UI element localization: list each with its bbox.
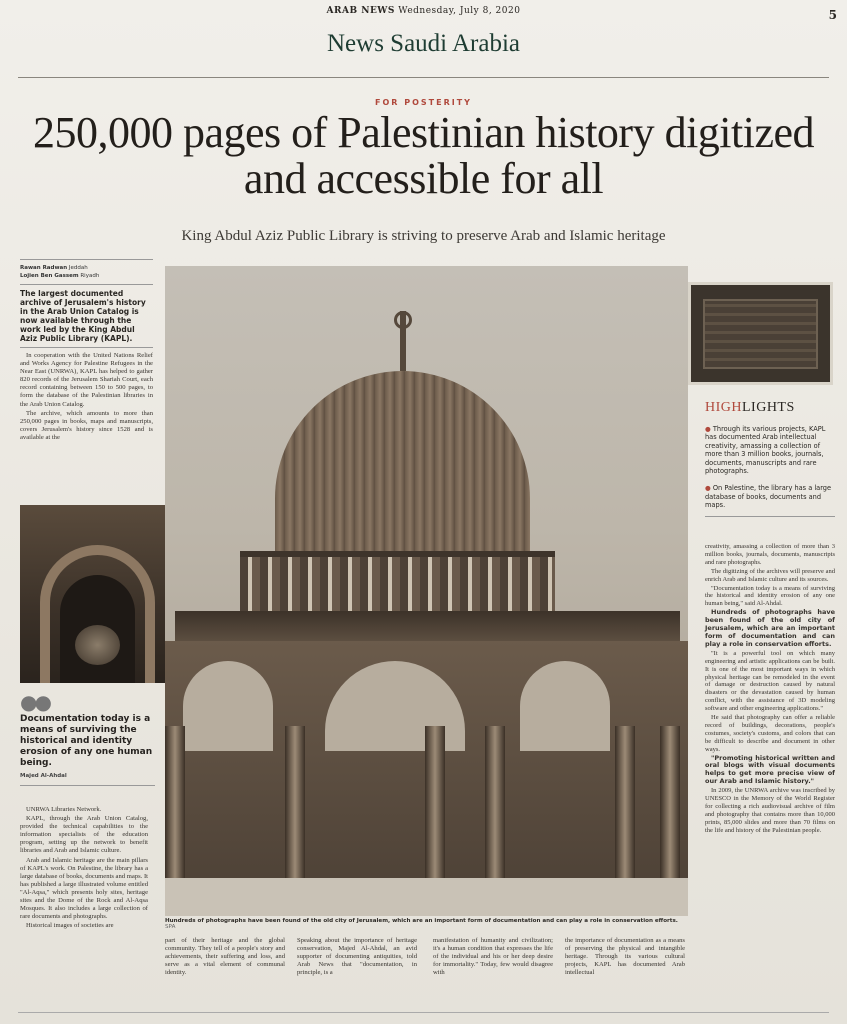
section-title: News Saudi Arabia — [326, 30, 521, 57]
kicker: FOR POSTERITY — [375, 98, 472, 107]
highlight-item — [705, 425, 835, 475]
quote-icon: ●● — [20, 690, 49, 714]
paragraph: The archive, which amounts to more than 250,000 pages in books, maps and manuscripts, covers Jerusalem's history since 1528 and is available at the — [20, 409, 153, 441]
body-text — [20, 352, 153, 442]
inscription-photo — [688, 282, 833, 385]
pillar — [615, 726, 635, 896]
pillar — [660, 726, 680, 896]
paragraph: KAPL, through the Arab Union Catalog, provided the technical capabilities to the information specialists of the education program, setting up the network to benefit libraries and Arab and Islamic culture. — [20, 815, 148, 855]
pillar — [425, 726, 445, 896]
highlight-item — [705, 484, 835, 509]
issue-date: Wednesday, July 8, 2020 — [398, 6, 521, 16]
pull-quote-text: Documentation today is a means of surviving the historical and identity erosion of any one human being. — [20, 714, 153, 768]
pillar — [485, 726, 505, 896]
paragraph: Hundreds of photographs have been found of the old city of Jerusalem, which are an important form of documentation and can play a role in conservation efforts. — [705, 608, 835, 648]
paragraph: Arab and Islamic heritage are the main pillars of KAPL's work. On Palestine, the library has a large database of books, documents and maps. It has published a large illustrated volume entitled "Al-Aqsa," which presents holy sites, heritage sites and the Dome of the Rock and Al-Aqsa Mosques. It also includes a large collection of rare documents and photographs. — [20, 856, 148, 921]
divider — [20, 259, 153, 260]
divider — [20, 785, 155, 786]
headline: 250,000 pages of Palestinian history digitized and accessible for all — [32, 108, 815, 203]
divider — [20, 284, 153, 285]
paragraph: In 2009, the UNRWA archive was inscribed by UNESCO in the Memory of the World Register for collecting a rich audiovisual archive of film and photography that contains more than 10,000 prints, 85,000 slides and more than 70 films on the life and history of the Palestinian people. — [705, 787, 835, 834]
photo-caption — [165, 918, 688, 930]
paper-name: ARAB NEWS — [326, 6, 395, 16]
paragraph: UNRWA Libraries Network. — [26, 806, 102, 813]
arch — [520, 661, 610, 751]
left-column — [20, 255, 153, 443]
bullet-icon: ● — [705, 484, 713, 493]
byline-location: Jeddah — [68, 265, 88, 271]
pull-quote-author: Majed Al-Ahdal — [20, 773, 67, 779]
caption-credit: SPA — [165, 924, 176, 930]
roof — [175, 611, 680, 641]
byline — [20, 264, 153, 280]
divider — [18, 1012, 829, 1013]
divider — [20, 347, 153, 348]
colonnade — [165, 641, 688, 896]
byline-name: Rawan Radwan — [20, 265, 68, 271]
highlight-text: Through its various projects, KAPL has documented Arab intellectual creativity, amassing a collection of more than 3 million books, journals, documents, manuscripts and rare photographs. — [705, 425, 826, 476]
paragraph: creativity, amassing a collection of more than 3 million books, journals, documents, manuscripts and rare photographs. — [705, 543, 835, 566]
bullet-icon: ● — [705, 425, 713, 433]
deck: King Abdul Aziz Public Library is striving to preserve Arab and Islamic heritage — [181, 228, 666, 244]
bottom-column: manifestation of humanity and civilization; it's a human condition that expresses the life of the individual and his or her deep desire for immortality." Today, few would disagree with — [433, 937, 553, 977]
left-column-lower — [20, 806, 148, 931]
pull-quote — [20, 690, 155, 786]
divider — [705, 516, 835, 517]
chandelier — [75, 625, 120, 665]
masthead — [0, 6, 847, 16]
dome-photo — [165, 266, 688, 916]
body-text — [705, 543, 835, 835]
paragraph: "Promoting historical written and oral blogs with visual documents helps to get more precise view of our Arab and Islamic history." — [705, 753, 835, 786]
pillar — [165, 726, 185, 896]
bottom-column: part of their heritage and the global community. They tell of a people's story and achievements, their suffering and loss, and serve as a vital element of communal identity. — [165, 937, 285, 977]
page-number: 5 — [828, 8, 837, 22]
highlights-title-accent: HIGH — [705, 400, 742, 415]
paragraph: He said that photography can offer a reliable record of buildings, decorations, people's costumes, society's customs, and colors that can be difficult to describe and document in other ways. — [705, 714, 835, 753]
finial-spire — [400, 311, 406, 371]
bottom-column: Speaking about the importance of heritage conservation, Majed Al-Ahdal, an avid supporter of documenting antiquities, told Arab News that "documentation, in principle, is a — [297, 937, 417, 977]
right-column — [705, 543, 835, 836]
arch — [183, 661, 273, 751]
caption-text: Hundreds of photographs have been found of the old city of Jerusalem, which are an important form of documentation and can play a role in conservation efforts. — [165, 918, 678, 924]
dome — [275, 371, 530, 551]
inscription-tablet — [703, 299, 818, 369]
highlights-title — [705, 400, 835, 416]
highlights-title-rest: LIGHTS — [742, 400, 795, 415]
bottom-column: the importance of documentation as a means of preserving the physical and intangible heritage. Through its various cultural projects, KAPL has documented Arab intellectual — [565, 937, 685, 977]
highlight-text: On Palestine, the library has a large database of books, documents and maps. — [705, 484, 832, 510]
pillar — [285, 726, 305, 896]
highlights-box — [705, 400, 835, 517]
paragraph: Historical images of societies are — [26, 922, 114, 930]
tiled-drum — [240, 551, 555, 611]
paragraph: "Documentation today is a means of surviving the historical and identity erosion of any one human being," said Al-Ahdal. — [705, 584, 835, 608]
ground — [165, 878, 688, 916]
paragraph: In cooperation with the United Nations Relief and Works Agency for Palestine Refugees in the Near East (UNRWA), KAPL has helped to gather 820 records of the Jerusalem Shariah Court, each record containing between 150 to 500 pages, to form the database of the Palestinian libraries in the Arab Union Catalog. — [20, 352, 153, 408]
byline-location: Riyadh — [80, 273, 100, 279]
intro-paragraph: The largest documented archive of Jerusalem's history in the Arab Union Catalog is now available through the work led by the King Abdul Aziz Public Library (KAPL). — [20, 289, 146, 343]
paragraph: "It is a powerful tool on which many engineering and artistic applications can be built. It is one of the most important ways in which physical heritage can be remodeled in the event of damage or destruction caused by natural disasters or the devastation caused by human conflict, with the assistance of 3D modeling software and other engineering applications." — [705, 649, 835, 713]
archway-photo — [20, 505, 173, 683]
byline-name: Lojien Ben Gassem — [20, 273, 79, 279]
divider — [18, 77, 829, 78]
paragraph: The digitizing of the archives will preserve and enrich Arab and Islamic culture and its sources. — [705, 567, 835, 583]
